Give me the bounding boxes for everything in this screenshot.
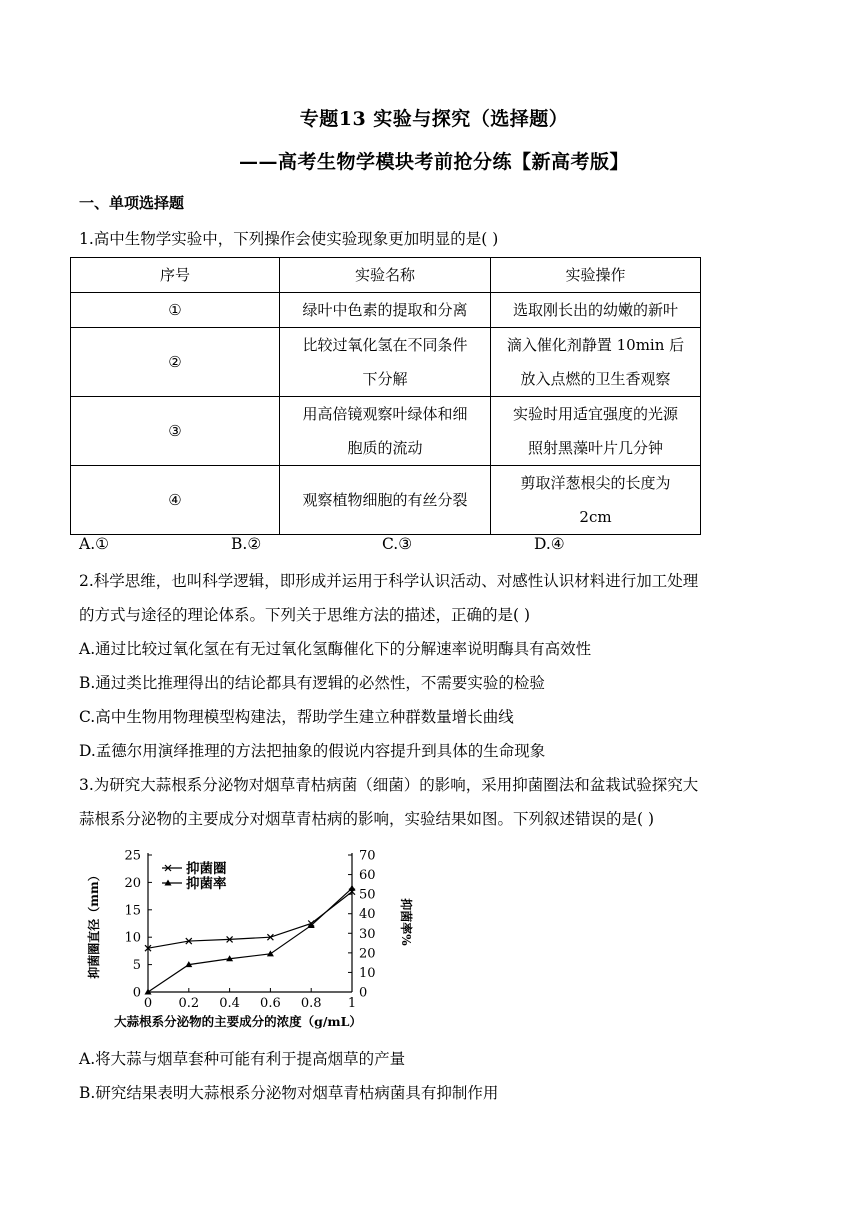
y-tick-label-right: 20 <box>359 946 376 962</box>
table-row <box>71 328 701 397</box>
y-tick-label-right: 10 <box>359 965 376 981</box>
question-2-option-d[interactable]: D.孟德尔用演绎推理的方法把抽象的假说内容提升到具体的生命现象 <box>79 742 546 760</box>
y-tick-label-right: 40 <box>359 907 376 923</box>
y-tick-label-left: 10 <box>124 930 141 946</box>
table-header-cell: 实验操作 <box>491 258 701 293</box>
table-cell-name <box>280 328 491 397</box>
x-tick-label: 0.6 <box>260 996 281 1011</box>
x-tick-label: 0.4 <box>219 996 240 1011</box>
section-heading: 一、单项选择题 <box>79 194 185 212</box>
y-axis-label-right: 抑菌率% <box>399 898 413 946</box>
question-3-stem-line-2: 蒜根系分泌物的主要成分对烟草青枯病的影响，实验结果如图。下列叙述错误的是( ) <box>79 810 655 828</box>
x-tick-label: 0.2 <box>178 996 200 1011</box>
cell-line: 照射黑藻叶片几分钟 <box>527 439 663 457</box>
table-header-cell: 序号 <box>71 258 280 293</box>
cell-line: 选取刚长出的幼嫩的新叶 <box>512 301 678 319</box>
data-point-2 <box>349 885 356 891</box>
table-cell-op <box>491 328 701 397</box>
option-d[interactable]: D.④ <box>534 535 565 553</box>
question-2-option-c[interactable]: C.高中生物用物理模型构建法，帮助学生建立种群数量增长曲线 <box>79 708 514 726</box>
option-a[interactable]: A.① <box>79 535 110 553</box>
table-cell-name <box>280 397 491 466</box>
chart-series <box>145 885 356 995</box>
x-tick-label: 0 <box>143 996 153 1011</box>
table-row <box>71 397 701 466</box>
cell-line: 2cm <box>579 508 612 526</box>
table-cell-name <box>280 466 491 535</box>
cell-line: 比较过氧化氢在不同条件 <box>302 336 468 354</box>
table-cell-op <box>491 466 701 535</box>
question-2-stem-line-1: 2.科学思维，也叫科学逻辑，即形成并运用于科学认识活动、对感性认识材料进行加工处理 <box>79 572 699 590</box>
chart-legend <box>162 860 227 892</box>
cell-line: 观察植物细胞的有丝分裂 <box>302 491 468 509</box>
cell-line: 实验时用适宜强度的光源 <box>512 405 678 423</box>
question-3-stem-line-1: 3.为研究大蒜根系分泌物对烟草青枯病菌（细菌）的影响，采用抑菌圈法和盆栽试验探究大 <box>79 776 699 794</box>
chart-axes <box>124 849 375 1012</box>
table-cell-id: ④ <box>71 466 280 535</box>
question-1-stem: 1.高中生物学实验中，下列操作会使实验现象更加明显的是( ) <box>79 230 499 248</box>
table-header-cell: 实验名称 <box>280 258 491 293</box>
y-tick-label-right: 30 <box>359 926 376 942</box>
question-2-option-b[interactable]: B.通过类比推理得出的结论都具有逻辑的必然性，不需要实验的检验 <box>79 674 545 692</box>
x-axis-label: 大蒜根系分泌物的主要成分的浓度（g/mL） <box>114 1014 362 1029</box>
x-tick-label: 0.8 <box>300 996 322 1011</box>
cell-line: 绿叶中色素的提取和分离 <box>302 301 468 319</box>
document-subtitle: ——高考生物学模块考前抢分练【新高考版】 <box>238 151 629 173</box>
cell-line: 剪取洋葱根尖的长度为 <box>520 474 671 492</box>
table-row <box>71 293 701 328</box>
y-tick-label-left: 20 <box>124 875 141 891</box>
table-cell-name <box>280 293 491 328</box>
data-point-2 <box>267 950 274 956</box>
table-cell-op <box>491 293 701 328</box>
y-tick-label-right: 70 <box>359 848 376 864</box>
cell-line: 胞质的流动 <box>347 439 423 457</box>
series-line-1 <box>148 892 352 948</box>
series-line-2 <box>148 888 352 992</box>
table-header-row <box>71 258 701 293</box>
inhibition-chart <box>80 840 420 1035</box>
y-tick-label-right: 50 <box>359 887 376 903</box>
y-tick-label-right: 0 <box>359 985 368 1001</box>
option-b[interactable]: B.② <box>231 535 262 553</box>
cell-line: 用高倍镜观察叶绿体和细 <box>302 405 468 423</box>
y-tick-label-left: 15 <box>124 903 141 919</box>
y-tick-label-left: 0 <box>132 985 141 1001</box>
question-3-option-b[interactable]: B.研究结果表明大蒜根系分泌物对烟草青枯病菌具有抑制作用 <box>79 1084 499 1102</box>
x-tick-label: 1 <box>347 996 357 1011</box>
table-cell-id: ③ <box>71 397 280 466</box>
experiment-table <box>70 257 701 535</box>
y-tick-label-left: 25 <box>124 848 141 864</box>
table-cell-id: ② <box>71 328 280 397</box>
document-title: 专题13 实验与探究（选择题） <box>299 108 569 130</box>
cell-line: 滴入催化剂静置 10min 后 <box>506 336 685 354</box>
question-2-stem-line-2: 的方式与途径的理论体系。下列关于思维方法的描述，正确的是( ) <box>79 606 531 624</box>
y-axis-label-left: 抑菌圈直径（mm） <box>87 869 101 979</box>
cell-line: 下分解 <box>362 370 408 388</box>
question-2-option-a[interactable]: A.通过比较过氧化氢在有无过氧化氢酶催化下的分解速率说明酶具有高效性 <box>79 640 592 658</box>
question-3-option-a[interactable]: A.将大蒜与烟草套种可能有利于提高烟草的产量 <box>79 1050 406 1068</box>
table-row <box>71 466 701 535</box>
cell-line: 放入点燃的卫生香观察 <box>520 370 671 388</box>
option-c[interactable]: C.③ <box>382 535 413 553</box>
y-tick-label-right: 60 <box>359 868 376 884</box>
table-cell-op <box>491 397 701 466</box>
table-cell-id: ① <box>71 293 280 328</box>
y-tick-label-left: 5 <box>132 958 141 974</box>
legend-label: 抑菌圈 <box>186 861 227 877</box>
legend-label: 抑菌率 <box>186 876 227 892</box>
